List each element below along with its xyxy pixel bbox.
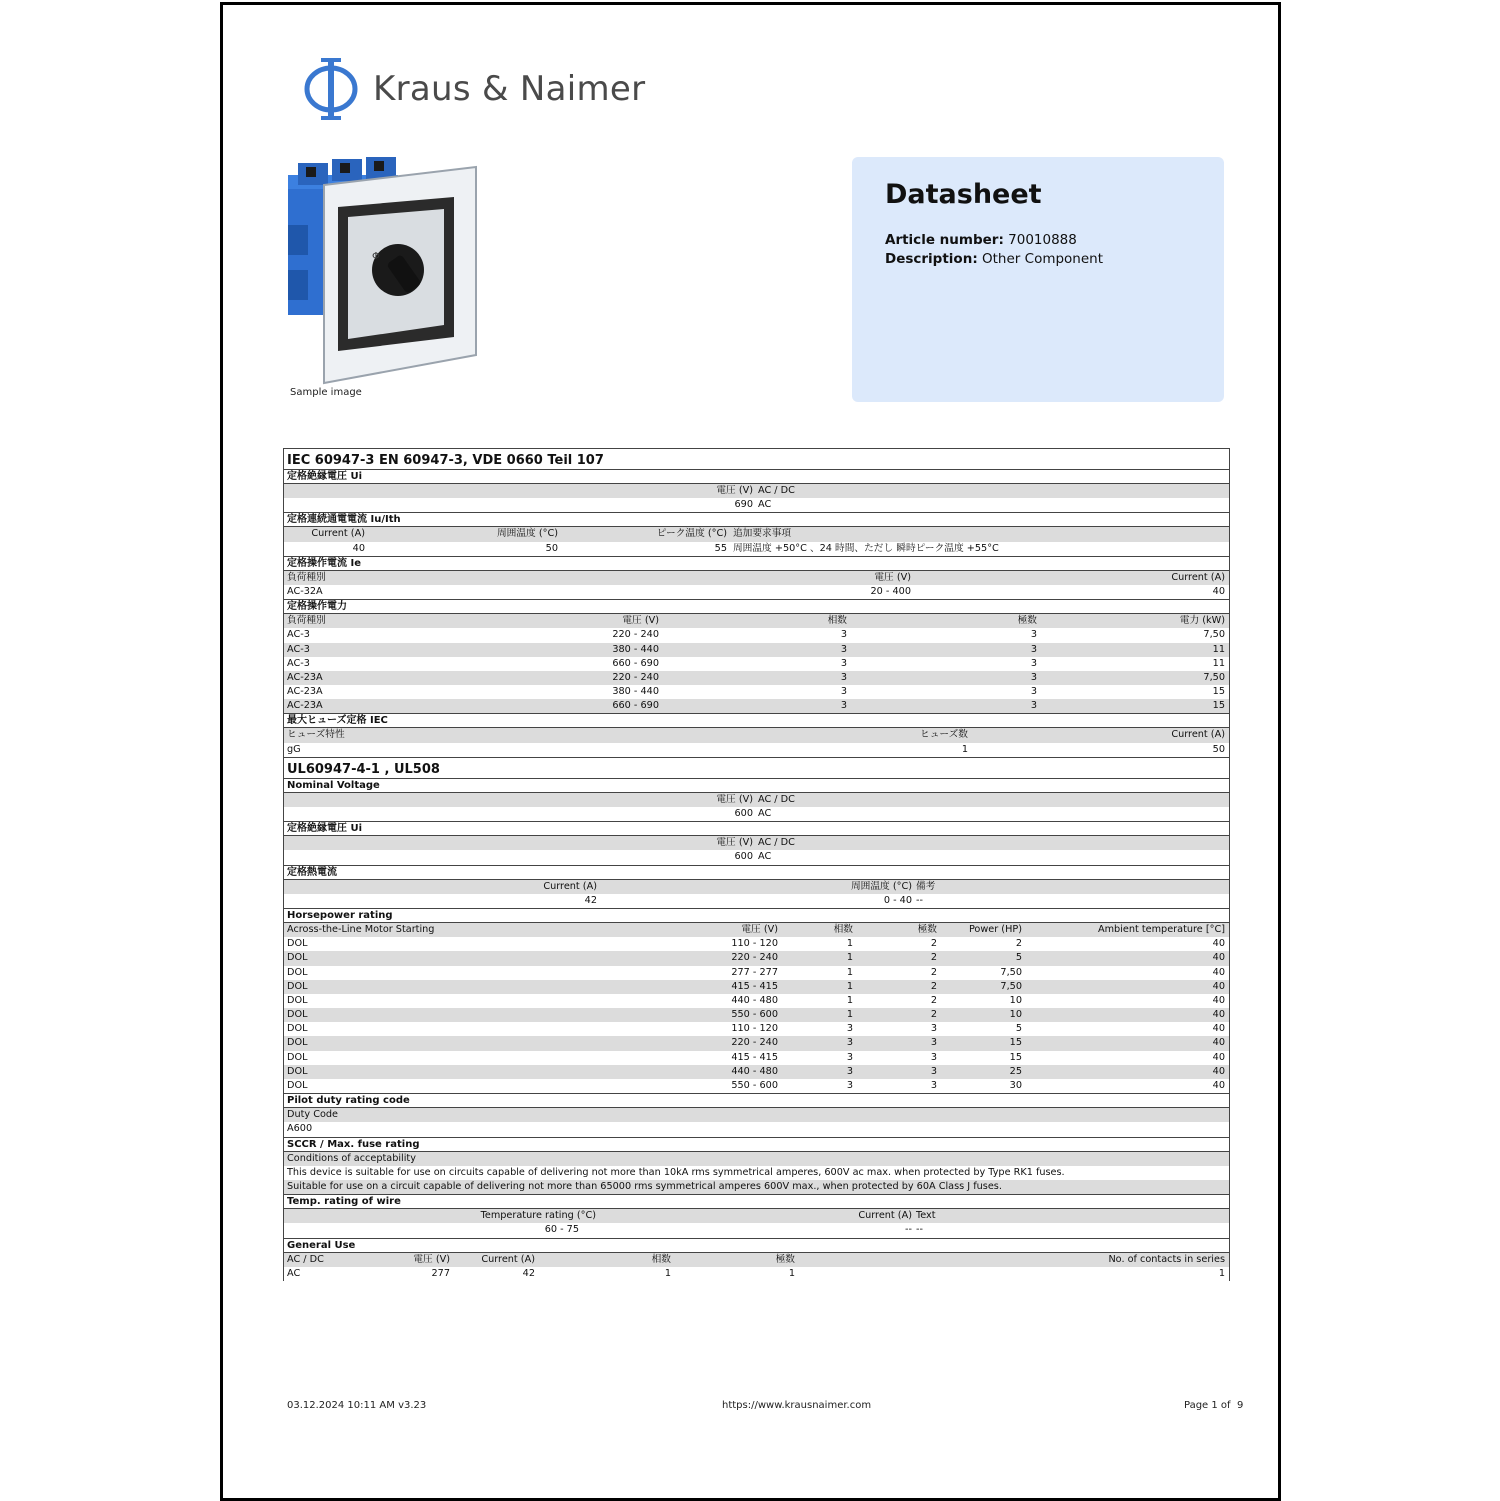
table-cell: 55	[714, 542, 727, 554]
table-cell: This device is suitable for use on circuits capable of delivering not more than 10kA rms symmetrical amperes, 600V ac max. when protected by Type RK1 fuses.	[287, 1166, 1065, 1178]
table-cell: AC-3	[287, 657, 310, 669]
table-cell: 660 - 690	[612, 700, 659, 712]
table-cell: 2	[930, 938, 937, 950]
table-header-row	[284, 880, 1229, 894]
table-cell: 1	[664, 1267, 671, 1279]
header-cell: 追加要求事項	[733, 528, 792, 540]
table-row	[284, 1022, 1229, 1036]
table-row	[284, 685, 1229, 699]
table-cell: 15	[1009, 1037, 1022, 1049]
header-cell: AC / DC	[758, 485, 795, 496]
table-row	[284, 643, 1229, 657]
header-cell: 電圧 (V)	[622, 615, 659, 627]
table-row	[284, 1051, 1229, 1065]
table-cell: 220 - 240	[731, 952, 778, 964]
table-cell: 40	[1212, 994, 1225, 1006]
table-row	[284, 498, 1229, 513]
table-header-row	[284, 923, 1229, 937]
table-row	[284, 542, 1229, 557]
table-row	[284, 894, 1229, 909]
table-row	[284, 585, 1229, 600]
table-cell: 3	[840, 643, 847, 655]
header-cell: ピーク温度 (°C)	[656, 528, 727, 540]
group-title: 定格連続通電電流 Iu/Ith	[284, 513, 1229, 527]
header-cell: Duty Code	[287, 1109, 339, 1121]
header-cell: No. of contacts in series	[1108, 1253, 1225, 1265]
table-cell: 50	[1212, 743, 1225, 755]
table-cell: 3	[846, 1037, 853, 1049]
table-cell: 10	[1009, 994, 1022, 1006]
header-cell: 周囲温度 (°C)	[497, 528, 558, 540]
header-cell: AC / DC	[758, 793, 795, 805]
table-cell: AC	[758, 808, 772, 819]
table-cell: 7,50	[1000, 966, 1022, 978]
table-cell: 60 - 75	[544, 1224, 579, 1236]
group-title: General Use	[284, 1239, 1229, 1253]
group-title: 定格操作電力	[284, 600, 1229, 614]
svg-text:Φ: Φ	[372, 251, 380, 262]
header-cell: Temperature rating (°C)	[480, 1210, 596, 1222]
table-cell: AC-3	[287, 643, 310, 655]
table-cell: 3	[1030, 629, 1037, 641]
page-total: 9	[1236, 1400, 1244, 1411]
table-cell: 1	[846, 966, 853, 978]
article-value: 70010888	[1008, 232, 1077, 248]
table-cell: 40	[1212, 1037, 1225, 1049]
table-header-row	[284, 1209, 1229, 1223]
table-cell: 1	[1218, 1267, 1225, 1279]
power-table-body	[284, 628, 1229, 714]
header-cell: Conditions of acceptability	[287, 1152, 416, 1164]
header-cell: Ambient temperature [°C]	[1097, 923, 1225, 935]
table-row	[284, 743, 1229, 758]
spec-sheet	[283, 448, 1230, 1281]
header-cell: 電圧 (V)	[716, 793, 753, 805]
table-cell: 3	[930, 1065, 937, 1077]
table-row	[284, 980, 1229, 994]
table-cell: 周囲温度 +50°C 、24 時間、ただし 瞬時ピーク温度 +55°C	[733, 542, 999, 554]
header-cell: 電圧 (V)	[716, 837, 753, 849]
table-cell: 3	[1030, 643, 1037, 655]
table-cell: AC-23A	[287, 700, 323, 712]
table-header-row	[284, 728, 1229, 742]
table-cell: 20 - 400	[870, 585, 911, 597]
header-cell: 相数	[827, 615, 847, 627]
table-cell: AC	[758, 499, 772, 511]
table-cell: 15	[1009, 1051, 1022, 1063]
header-cell: 負荷種別	[287, 615, 326, 627]
table-row	[284, 807, 1229, 822]
table-cell: 0 - 40	[883, 894, 912, 906]
table-header-row	[284, 1152, 1229, 1166]
section-title-iec: IEC 60947-3 EN 60947-3, VDE 0660 Teil 107	[284, 449, 1229, 470]
section-title-ul: UL60947-4-1 , UL508	[284, 758, 1229, 779]
table-cell: 110 - 120	[731, 1023, 778, 1035]
table-cell: 40	[1212, 1023, 1225, 1035]
table-row	[284, 951, 1229, 965]
table-cell: DOL	[287, 1023, 308, 1035]
table-cell: DOL	[287, 980, 308, 992]
table-cell: Suitable for use on a circuit capable of delivering not more than 65000 rms symmetrical amperes 600V max., when protected by 60A Class J fuses.	[287, 1180, 1002, 1192]
table-cell: 3	[1030, 700, 1037, 712]
table-cell: 2	[1015, 938, 1022, 950]
table-cell: A600	[287, 1123, 313, 1135]
table-cell: 40	[352, 542, 365, 554]
table-cell: 40	[1212, 1051, 1225, 1063]
article-label: Article number:	[885, 232, 1004, 248]
table-cell: AC-23A	[287, 686, 323, 698]
table-cell: 30	[1009, 1080, 1022, 1091]
group-title: 定格絶縁電圧 Ui	[284, 822, 1229, 836]
group-title: 定格絶縁電圧 Ui	[284, 470, 1229, 484]
table-cell: 3	[840, 700, 847, 712]
group-title: Pilot duty rating code	[284, 1094, 1229, 1108]
table-row	[284, 1065, 1229, 1079]
table-header-row	[284, 836, 1229, 850]
header-cell: Current (A)	[1171, 729, 1225, 741]
datasheet-info-box	[852, 157, 1224, 402]
table-cell: AC-3	[287, 629, 310, 641]
table-row	[284, 994, 1229, 1008]
table-cell: 1	[961, 743, 968, 755]
table-cell: 3	[1030, 657, 1037, 669]
header-cell: Current (A)	[858, 1210, 912, 1222]
table-cell: 1	[846, 994, 853, 1006]
header-cell: 電圧 (V)	[413, 1253, 450, 1265]
table-cell: 3	[930, 1037, 937, 1049]
header-cell: Current (A)	[311, 528, 365, 540]
table-cell: --	[916, 1224, 923, 1236]
table-cell: 1	[846, 952, 853, 964]
table-header-row	[284, 527, 1229, 541]
table-cell: 3	[930, 1051, 937, 1063]
header-cell: 相数	[651, 1253, 671, 1265]
table-cell: 2	[930, 966, 937, 978]
table-cell: 3	[1030, 671, 1037, 683]
brand-name: Kraus & Naimer	[373, 69, 646, 109]
header-cell: 備考	[916, 880, 936, 892]
table-cell: 440 - 480	[731, 994, 778, 1006]
table-cell: AC-23A	[287, 671, 323, 683]
table-cell: 40	[1212, 952, 1225, 964]
table-cell: DOL	[287, 938, 308, 950]
header-cell: Across-the-Line Motor Starting	[287, 923, 435, 935]
table-cell: 40	[1212, 585, 1225, 597]
table-cell: 1	[788, 1267, 795, 1279]
table-cell: 440 - 480	[731, 1065, 778, 1077]
table-cell: 1	[846, 980, 853, 992]
product-image	[286, 155, 480, 385]
table-cell: DOL	[287, 966, 308, 978]
table-cell: 40	[1212, 938, 1225, 950]
table-cell: 3	[846, 1023, 853, 1035]
table-cell: 550 - 600	[731, 1080, 778, 1091]
table-row	[284, 850, 1229, 865]
table-cell: 10	[1009, 1009, 1022, 1021]
table-header-row	[284, 484, 1229, 498]
table-header-row	[284, 1253, 1229, 1267]
table-cell: 690	[734, 499, 753, 511]
table-cell: 600	[734, 851, 753, 863]
header-cell: Current (A)	[543, 880, 597, 892]
description	[885, 251, 1103, 267]
table-row	[284, 937, 1229, 951]
table-cell: 2	[930, 994, 937, 1006]
table-cell: 3	[840, 657, 847, 669]
table-header-row	[284, 793, 1229, 807]
footer-page-number	[1184, 1400, 1243, 1411]
table-cell: 25	[1009, 1065, 1022, 1077]
table-header-row	[284, 614, 1229, 628]
table-cell: 220 - 240	[612, 629, 659, 641]
table-cell: 11	[1212, 643, 1225, 655]
header-cell: Current (A)	[481, 1253, 535, 1265]
datasheet-title: Datasheet	[885, 179, 1042, 210]
header-cell: Power (HP)	[968, 923, 1022, 935]
table-row	[284, 1267, 1229, 1281]
table-cell: 40	[1212, 966, 1225, 978]
header-cell: 電力 (kW)	[1179, 615, 1225, 627]
table-cell: 600	[734, 808, 753, 819]
table-cell: 15	[1212, 700, 1225, 712]
table-cell: 3	[846, 1065, 853, 1077]
table-cell: 3	[930, 1023, 937, 1035]
header-cell: Text	[916, 1210, 936, 1222]
table-cell: DOL	[287, 1037, 308, 1049]
description-value: Other Component	[982, 251, 1104, 267]
article-number	[885, 232, 1077, 248]
group-title: SCCR / Max. fuse rating	[284, 1138, 1229, 1152]
header-cell: 電圧 (V)	[741, 923, 778, 935]
table-cell: 42	[522, 1267, 535, 1279]
table-cell: gG	[287, 743, 301, 755]
table-cell: AC-32A	[287, 585, 323, 597]
table-row	[284, 1122, 1229, 1137]
header-cell: 相数	[833, 923, 853, 935]
table-cell: 3	[840, 686, 847, 698]
footer-website-link[interactable]: https://www.krausnaimer.com	[722, 1400, 872, 1411]
table-cell: 50	[545, 542, 558, 554]
table-cell: 15	[1212, 686, 1225, 698]
table-cell: DOL	[287, 1080, 308, 1091]
table-cell: 380 - 440	[612, 686, 659, 698]
table-cell: 3	[846, 1051, 853, 1063]
table-row	[284, 671, 1229, 685]
header-cell: 電圧 (V)	[716, 485, 753, 496]
header-cell: 電圧 (V)	[874, 571, 911, 583]
table-cell: AC	[758, 851, 772, 863]
table-cell: --	[916, 894, 923, 906]
header-cell: AC / DC	[287, 1253, 324, 1265]
table-cell: 11	[1212, 657, 1225, 669]
table-cell: 5	[1015, 952, 1022, 964]
header-cell: ヒューズ数	[920, 729, 968, 741]
table-cell: 7,50	[1203, 629, 1225, 641]
horsepower-table-body	[284, 937, 1229, 1094]
header-cell: ヒューズ特性	[287, 729, 345, 741]
group-title: 最大ヒューズ定格 IEC	[284, 714, 1229, 728]
table-row	[284, 1223, 1229, 1238]
table-cell: 7,50	[1203, 671, 1225, 683]
table-cell: AC	[287, 1267, 301, 1279]
header-cell: 周囲温度 (°C)	[851, 880, 912, 892]
image-caption: Sample image	[290, 387, 362, 398]
table-cell: 3	[846, 1080, 853, 1091]
table-row	[284, 1180, 1229, 1195]
table-cell: DOL	[287, 1009, 308, 1021]
group-title: 定格操作電流 Ie	[284, 557, 1229, 571]
table-row	[284, 966, 1229, 980]
table-cell: 40	[1212, 980, 1225, 992]
table-cell: 2	[930, 1009, 937, 1021]
table-cell: 5	[1015, 1023, 1022, 1035]
phi-logo-icon	[303, 56, 359, 122]
table-cell: 42	[584, 894, 597, 906]
table-cell: 380 - 440	[612, 643, 659, 655]
table-cell: DOL	[287, 994, 308, 1006]
header-cell: Current (A)	[1171, 571, 1225, 583]
table-cell: DOL	[287, 1065, 308, 1077]
description-label: Description:	[885, 251, 978, 267]
table-row	[284, 657, 1229, 671]
table-cell: 1	[846, 1009, 853, 1021]
footer-timestamp: 03.12.2024 10:11 AM v3.23	[287, 1400, 427, 1411]
table-row	[284, 1036, 1229, 1050]
table-cell: 415 - 415	[731, 1051, 778, 1063]
table-header-row	[284, 571, 1229, 585]
table-cell: 415 - 415	[731, 980, 778, 992]
table-cell: --	[905, 1224, 912, 1236]
group-title: Temp. rating of wire	[284, 1195, 1229, 1209]
table-cell: 550 - 600	[731, 1009, 778, 1021]
table-row	[284, 1079, 1229, 1094]
table-cell: 3	[840, 629, 847, 641]
table-cell: 3	[840, 671, 847, 683]
table-cell: 3	[1030, 686, 1037, 698]
table-cell: 2	[930, 952, 937, 964]
table-cell: 7,50	[1000, 980, 1022, 992]
header-cell: 極数	[1017, 615, 1037, 627]
table-cell: 40	[1212, 1080, 1225, 1091]
group-title: Nominal Voltage	[284, 779, 1229, 793]
table-row	[284, 628, 1229, 642]
table-cell: 3	[930, 1080, 937, 1091]
brand-logo	[303, 56, 645, 122]
page-label: Page 1 of	[1184, 1400, 1231, 1411]
header-cell: AC / DC	[758, 837, 795, 849]
table-row	[284, 699, 1229, 714]
table-cell: DOL	[287, 952, 308, 964]
table-cell: 660 - 690	[612, 657, 659, 669]
table-cell: DOL	[287, 1051, 308, 1063]
table-cell: 40	[1212, 1009, 1225, 1021]
group-title: Horsepower rating	[284, 909, 1229, 923]
table-cell: 220 - 240	[612, 671, 659, 683]
table-row	[284, 1008, 1229, 1022]
table-header-row	[284, 1108, 1229, 1122]
table-cell: 110 - 120	[731, 938, 778, 950]
table-cell: 1	[846, 938, 853, 950]
header-cell: 極数	[775, 1253, 795, 1265]
table-cell: 277 - 277	[731, 966, 778, 978]
table-row	[284, 1166, 1229, 1180]
table-cell: 40	[1212, 1065, 1225, 1077]
table-cell: 277	[431, 1267, 450, 1279]
table-cell: 220 - 240	[731, 1037, 778, 1049]
header-cell: 極数	[917, 923, 937, 935]
group-title: 定格熱電流	[284, 866, 1229, 880]
table-cell: 2	[930, 980, 937, 992]
header-cell: 負荷種別	[287, 571, 326, 583]
